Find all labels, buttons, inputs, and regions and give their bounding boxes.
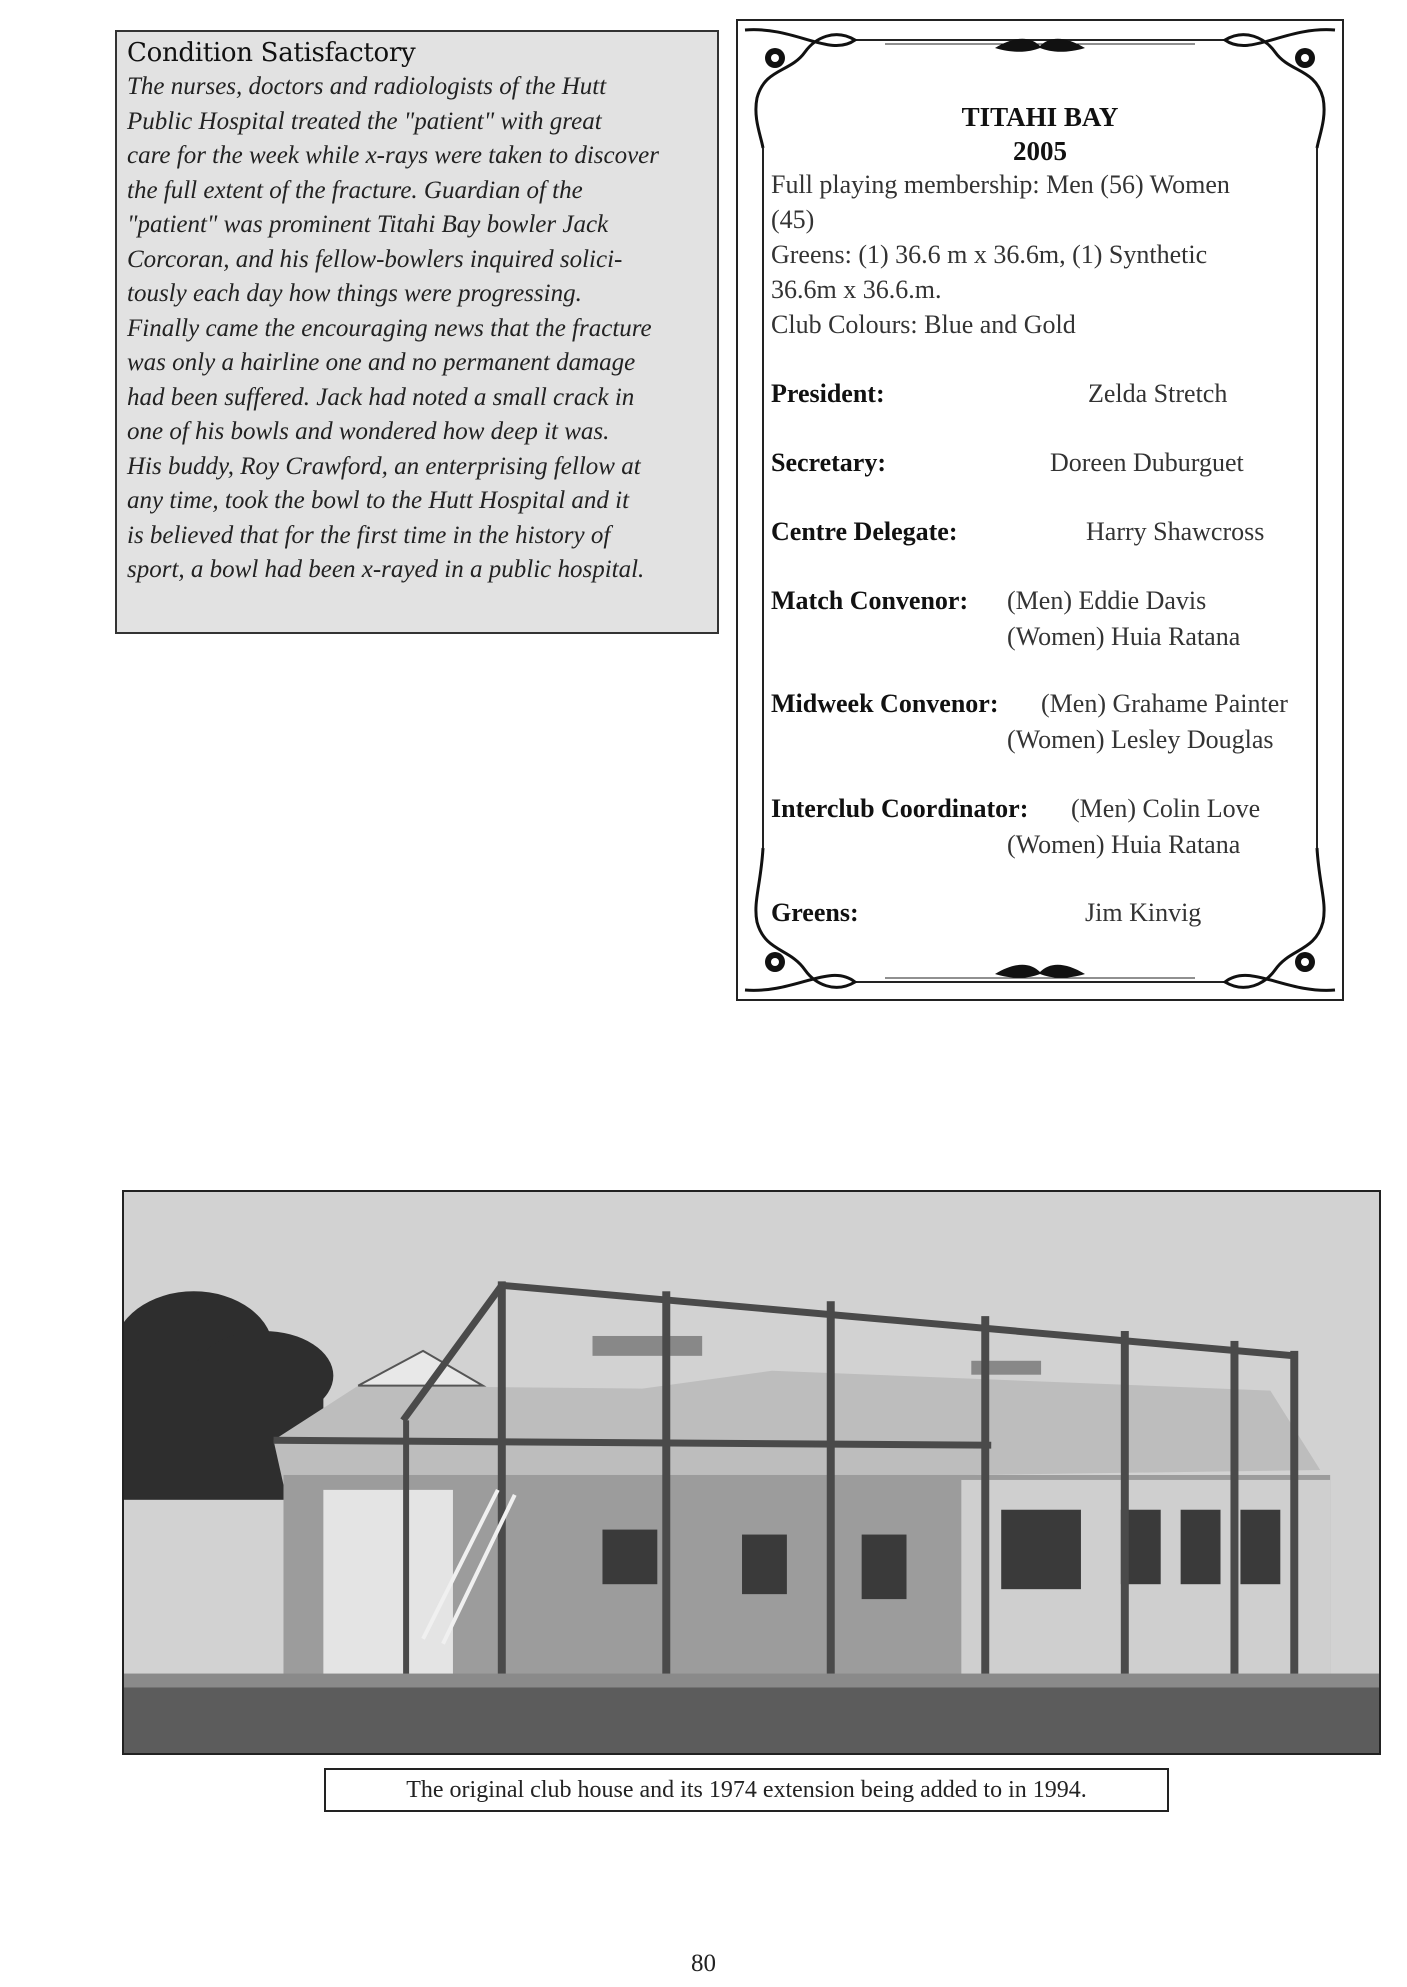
interclub-coordinator-women: (Women) Huia Ratana — [1007, 830, 1241, 859]
midweek-convenor-women: (Women) Lesley Douglas — [1007, 725, 1274, 754]
secretary-label: Secretary: — [771, 448, 887, 477]
midweek-convenor-men: (Men) Grahame Painter — [1041, 689, 1288, 718]
match-convenor-men: (Men) Eddie Davis — [1007, 586, 1207, 615]
story-line: His buddy, Roy Crawford, an enterprising fellow at — [127, 452, 641, 480]
greens-info-line: 36.6m x 36.6.m. — [771, 275, 942, 304]
club-year: 2005 — [1013, 136, 1067, 166]
club-colours-line: Club Colours: Blue and Gold — [771, 310, 1076, 339]
story-line: any time, took the bowl to the Hutt Hospital and it — [127, 487, 630, 514]
story-line: is believed that for the first time in the history of — [127, 521, 611, 549]
story-line: tously each day how things were progressing. — [127, 280, 582, 307]
interclub-coordinator-men: (Men) Colin Love — [1071, 794, 1261, 823]
story-line: had been suffered. Jack had noted a small crack in — [127, 383, 635, 411]
clubhouse-illustration — [124, 1192, 1379, 1753]
secretary-name: Doreen Duburguet — [1050, 448, 1244, 477]
story-line: the full extent of the fracture. Guardian of the — [127, 176, 583, 204]
match-convenor-label: Match Convenor: — [771, 586, 969, 615]
interclub-coordinator-label: Interclub Coordinator: — [771, 794, 1029, 823]
midweek-convenor-label: Midweek Convenor: — [771, 689, 999, 718]
clubhouse-photo — [122, 1190, 1381, 1755]
story-line: one of his bowls and wondered how deep it was. — [127, 418, 610, 445]
story-line: The nurses, doctors and radiologists of the Hutt — [127, 73, 607, 100]
greens-info-line: Greens: (1) 36.6 m x 36.6m, (1) Synthetic — [771, 240, 1208, 269]
centre-delegate-name: Harry Shawcross — [1086, 517, 1265, 546]
membership-line: Full playing membership: Men (56) Women — [771, 170, 1230, 199]
story-line: Public Hospital treated the "patient" with great — [127, 107, 602, 135]
story-line: was only a hairline one and no permanent damage — [127, 349, 636, 376]
president-name: Zelda Stretch — [1088, 379, 1228, 408]
story-box — [115, 30, 719, 634]
story-line: "patient" was prominent Titahi Bay bowler Jack — [127, 211, 609, 238]
president-label: President: — [771, 379, 885, 408]
greens-label: Greens: — [771, 898, 859, 927]
club-name: TITAHI BAY — [961, 102, 1119, 132]
story-line: Corcoran, and his fellow-bowlers inquired solici- — [127, 245, 623, 273]
photo-caption: The original club house and its 1974 extension being added to in 1994. — [324, 1768, 1169, 1812]
membership-line: (45) — [771, 205, 815, 234]
story-title: Condition Satisfactory — [127, 38, 416, 68]
page-number: 80 — [691, 1950, 716, 1977]
story-line: sport, a bowl had been x-rayed in a public hospital. — [127, 556, 645, 583]
club-info-box — [735, 18, 1345, 1002]
match-convenor-women: (Women) Huia Ratana — [1007, 622, 1241, 651]
centre-delegate-label: Centre Delegate: — [771, 517, 958, 546]
story-line: Finally came the encouraging news that the fracture — [127, 314, 652, 342]
story-line: care for the week while x-rays were taken to discover — [127, 142, 660, 169]
story-body — [127, 70, 707, 588]
greens-name: Jim Kinvig — [1085, 898, 1202, 927]
